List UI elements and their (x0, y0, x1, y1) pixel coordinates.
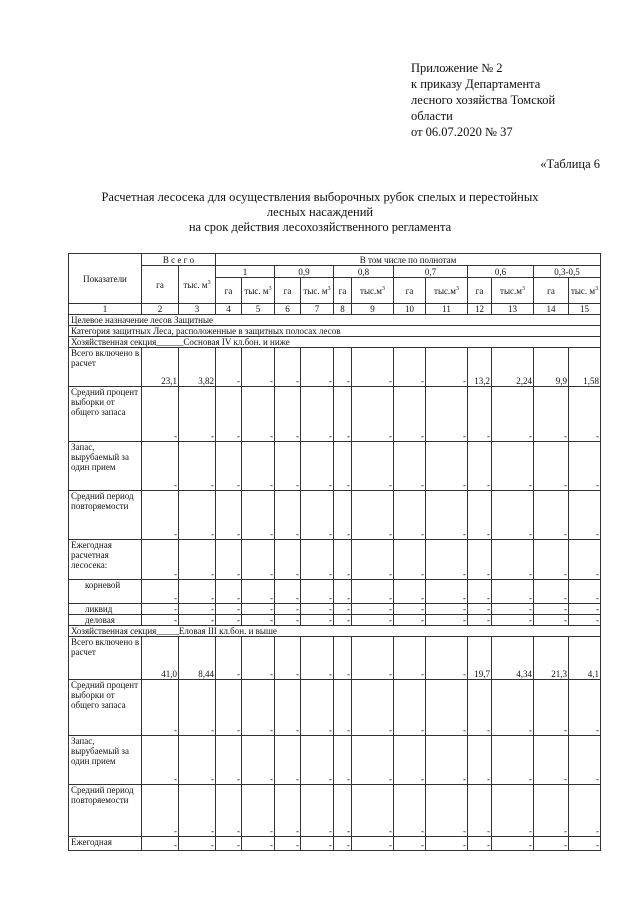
header-thous-m3: $тыс.м^3$ (492, 278, 534, 304)
table-cell: - (216, 604, 242, 615)
table-cell: - (334, 580, 352, 604)
header-density: 1 (216, 266, 275, 278)
header-thous-m3: тыс. $м^3$ (179, 266, 216, 304)
table-cell: - (352, 580, 394, 604)
table-cell: - (426, 348, 468, 387)
header-ha: га (394, 278, 426, 304)
table-cell: - (492, 442, 534, 491)
table-cell: - (468, 491, 492, 540)
section-row: Хозяйственная секция______Сосновая IV кл.бон. и ниже (69, 337, 601, 348)
table-cell: - (275, 604, 301, 615)
appendix-line: области (411, 109, 453, 123)
table-cell: - (394, 736, 426, 785)
header-density: 0,3-0,5 (534, 266, 601, 278)
table-cell: - (275, 680, 301, 736)
table-cell: - (275, 637, 301, 680)
column-numbers-row (69, 304, 601, 315)
appendix-block (411, 60, 555, 140)
column-number: 12 (468, 304, 492, 315)
table-cell: - (334, 637, 352, 680)
table-cell: - (569, 837, 601, 851)
category-row: Категория защитных Леса, расположенные в защитных полосах лесов (69, 326, 601, 337)
table-cell: - (492, 491, 534, 540)
allowable-cut-table (68, 253, 601, 851)
appendix-line: лесного хозяйства Томской (411, 93, 556, 107)
table-cell: - (426, 615, 468, 626)
table-cell: - (394, 491, 426, 540)
table-cell: - (242, 785, 275, 837)
table-cell: - (301, 785, 334, 837)
table-cell: - (569, 785, 601, 837)
table-cell: - (534, 540, 569, 580)
table-cell: - (534, 736, 569, 785)
table-cell: - (492, 736, 534, 785)
appendix-line: к приказу Департамента (411, 77, 541, 91)
table-cell: - (534, 580, 569, 604)
table-cell: - (569, 491, 601, 540)
table-cell: 19,7 (468, 637, 492, 680)
table-cell: - (534, 387, 569, 442)
table-cell: - (426, 491, 468, 540)
table-cell: - (468, 580, 492, 604)
table-cell: - (334, 615, 352, 626)
table-cell: 41,0 (142, 637, 179, 680)
table-row (69, 442, 601, 491)
table-cell: 9,9 (534, 348, 569, 387)
table-cell: - (426, 680, 468, 736)
table-row (69, 736, 601, 785)
table-cell: - (216, 615, 242, 626)
table-cell: 1,58 (569, 348, 601, 387)
table-cell: - (301, 837, 334, 851)
table-row (69, 580, 601, 604)
header-density: 0,9 (275, 266, 334, 278)
table-cell: - (242, 615, 275, 626)
table-cell: - (179, 387, 216, 442)
table-row (69, 637, 601, 680)
table-row (69, 540, 601, 580)
table-cell: - (468, 615, 492, 626)
row-label: Ежегодная (69, 837, 142, 851)
table-cell: - (301, 637, 334, 680)
table-cell: - (352, 785, 394, 837)
header-thous-m3: тыс. $м^3$ (569, 278, 601, 304)
header-ha: га (468, 278, 492, 304)
table-cell: - (492, 837, 534, 851)
table-cell: - (569, 387, 601, 442)
table-cell: - (492, 615, 534, 626)
table-cell: - (394, 348, 426, 387)
table-cell: - (352, 680, 394, 736)
table-cell: - (569, 442, 601, 491)
table-cell: - (534, 604, 569, 615)
header-ha: га (534, 278, 569, 304)
column-number: 15 (569, 304, 601, 315)
row-label: Средний процент выборки от общего запаса (69, 387, 142, 442)
table-cell: - (216, 491, 242, 540)
table-cell: - (426, 604, 468, 615)
header-thous-m3: $тыс.м^3$ (426, 278, 468, 304)
table-cell: - (426, 785, 468, 837)
table-cell: 3,82 (179, 348, 216, 387)
table-cell: - (242, 637, 275, 680)
header-density: 0,8 (334, 266, 394, 278)
column-number: 11 (426, 304, 468, 315)
table-cell: - (216, 837, 242, 851)
table-cell: - (301, 442, 334, 491)
column-number: 5 (242, 304, 275, 315)
row-label: Всего включено в расчет (69, 637, 142, 680)
table-cell: - (275, 580, 301, 604)
table-cell: - (468, 604, 492, 615)
table-cell: - (179, 615, 216, 626)
table-cell: - (142, 615, 179, 626)
table-cell: - (334, 491, 352, 540)
table-cell: - (492, 680, 534, 736)
header-ha: га (275, 278, 301, 304)
header-ha: га (216, 278, 242, 304)
table-cell: - (142, 387, 179, 442)
table-cell: - (352, 540, 394, 580)
table-cell: - (142, 837, 179, 851)
table-row (69, 604, 601, 615)
table-cell: - (142, 442, 179, 491)
table-cell: - (142, 491, 179, 540)
table-cell: - (301, 540, 334, 580)
table-body (69, 315, 601, 851)
table-cell: - (242, 348, 275, 387)
table-cell: - (569, 680, 601, 736)
table-cell: - (569, 540, 601, 580)
section-row: Хозяйственная секция_____Еловая III кл.бон. и выше (69, 626, 601, 637)
table-row (69, 387, 601, 442)
row-label: корневой (69, 580, 142, 604)
table-cell: - (394, 785, 426, 837)
table-cell: - (142, 680, 179, 736)
row-label: Средний процент выборки от общего запаса (69, 680, 142, 736)
column-number: 10 (394, 304, 426, 315)
table-row (69, 680, 601, 736)
table-cell: - (492, 580, 534, 604)
table-cell: - (394, 540, 426, 580)
table-cell: - (301, 491, 334, 540)
column-number: 14 (534, 304, 569, 315)
table-cell: - (275, 348, 301, 387)
table-cell: - (242, 387, 275, 442)
table-cell: - (352, 637, 394, 680)
table-cell: - (301, 387, 334, 442)
table-cell: - (468, 387, 492, 442)
row-label: Всего включено в расчет (69, 348, 142, 387)
table-cell: - (352, 442, 394, 491)
table-cell: - (275, 491, 301, 540)
table-row (69, 491, 601, 540)
table-cell: - (352, 736, 394, 785)
column-number: 13 (492, 304, 534, 315)
table-cell: - (216, 442, 242, 491)
table-row (69, 837, 601, 851)
table-cell: - (242, 736, 275, 785)
table-cell: - (426, 387, 468, 442)
table-cell: - (534, 615, 569, 626)
table-cell: - (394, 615, 426, 626)
table-cell: - (569, 580, 601, 604)
table-cell: 21,3 (534, 637, 569, 680)
table-cell: - (275, 442, 301, 491)
purpose-row: Целевое назначение лесов Защитные (69, 315, 601, 326)
header-ha: га (334, 278, 352, 304)
table-cell: - (179, 540, 216, 580)
row-label: Запас, вырубаемый за один прием (69, 736, 142, 785)
table-cell: - (468, 837, 492, 851)
table-cell: - (179, 604, 216, 615)
appendix-line: от 06.07.2020 № 37 (411, 125, 513, 139)
table-cell: - (352, 491, 394, 540)
table-cell: - (534, 785, 569, 837)
table-cell: - (426, 837, 468, 851)
appendix-line: Приложение № 2 (411, 61, 503, 75)
table-cell: - (468, 680, 492, 736)
table-cell: 4,1 (569, 637, 601, 680)
table-cell: - (301, 680, 334, 736)
table-cell: - (426, 540, 468, 580)
table-cell: - (301, 615, 334, 626)
table-cell: - (352, 348, 394, 387)
table-header (69, 254, 601, 315)
header-density: 0,6 (468, 266, 534, 278)
row-label: ликвид (69, 604, 142, 615)
table-cell: - (569, 615, 601, 626)
table-cell: 23,1 (142, 348, 179, 387)
table-cell: - (242, 680, 275, 736)
table-cell: - (352, 387, 394, 442)
table-cell: - (394, 680, 426, 736)
table-cell: - (301, 580, 334, 604)
table-cell: - (334, 540, 352, 580)
table-cell: - (275, 837, 301, 851)
table-cell: - (275, 387, 301, 442)
table-cell: - (492, 387, 534, 442)
title-line: на срок действия лесохозяйственного регламента (188, 220, 452, 234)
table-cell: - (426, 580, 468, 604)
table-cell: 4,34 (492, 637, 534, 680)
table-cell: - (569, 736, 601, 785)
table-cell: 8,44 (179, 637, 216, 680)
table-cell: - (394, 580, 426, 604)
table-cell: - (216, 637, 242, 680)
table-cell: - (142, 785, 179, 837)
table-cell: - (216, 580, 242, 604)
table-cell: - (352, 837, 394, 851)
row-label: Запас, вырубаемый за один прием (69, 442, 142, 491)
header-thous-m3: тыс. $м^3$ (301, 278, 334, 304)
table-cell: - (275, 785, 301, 837)
table-cell: - (179, 580, 216, 604)
title-line: Расчетная лесосека для осуществления выборочных рубок спелых и перестойных (101, 190, 539, 204)
table-cell: - (394, 637, 426, 680)
header-density: 0,7 (394, 266, 468, 278)
table-cell: - (301, 348, 334, 387)
table-cell: - (492, 785, 534, 837)
header-total: В с е г о (142, 254, 216, 266)
row-label: Средний период повторяемости (69, 491, 142, 540)
table-cell: - (468, 540, 492, 580)
table-cell: - (179, 837, 216, 851)
table-cell: - (334, 442, 352, 491)
table-cell: - (242, 604, 275, 615)
table-row (69, 615, 601, 626)
table-cell: - (394, 442, 426, 491)
table-cell: - (534, 837, 569, 851)
table-cell: - (468, 442, 492, 491)
table-cell: - (179, 680, 216, 736)
table-cell: - (142, 580, 179, 604)
table-cell: - (534, 491, 569, 540)
table-cell: - (275, 615, 301, 626)
row-label: Ежегодная расчетная лесосека: (69, 540, 142, 580)
table-cell: - (468, 785, 492, 837)
table-cell: - (334, 348, 352, 387)
row-label: Средний период повторяемости (69, 785, 142, 837)
table-cell: - (534, 442, 569, 491)
table-cell: - (216, 680, 242, 736)
row-label: деловая (69, 615, 142, 626)
table-cell: - (352, 604, 394, 615)
table-cell: - (216, 348, 242, 387)
table-cell: - (275, 736, 301, 785)
header-ha: га (142, 266, 179, 304)
table-cell: - (216, 736, 242, 785)
column-number: 6 (275, 304, 301, 315)
table-cell: - (534, 680, 569, 736)
table-cell: - (275, 540, 301, 580)
table-cell: - (179, 442, 216, 491)
table-cell: - (492, 540, 534, 580)
header-thous-m3: $тыс.м^3$ (352, 278, 394, 304)
table-cell: - (242, 837, 275, 851)
table-cell: - (426, 637, 468, 680)
table-cell: - (242, 442, 275, 491)
table-cell: - (179, 736, 216, 785)
table-cell: 2,24 (492, 348, 534, 387)
table-cell: 13,2 (468, 348, 492, 387)
column-number: 3 (179, 304, 216, 315)
header-of-which: В том числе по полнотам (216, 254, 601, 266)
table-cell: - (352, 615, 394, 626)
column-number: 1 (69, 304, 142, 315)
table-cell: - (426, 736, 468, 785)
table-cell: - (334, 837, 352, 851)
column-number: 9 (352, 304, 394, 315)
table-cell: - (301, 604, 334, 615)
table-cell: - (569, 604, 601, 615)
table-cell: - (334, 604, 352, 615)
column-number: 8 (334, 304, 352, 315)
table-row (69, 348, 601, 387)
column-number: 4 (216, 304, 242, 315)
table-cell: - (216, 387, 242, 442)
table-cell: - (179, 491, 216, 540)
table-cell: - (242, 580, 275, 604)
table-cell: - (468, 736, 492, 785)
table-cell: - (394, 837, 426, 851)
table-cell: - (216, 540, 242, 580)
header-indicators: Показатели (69, 254, 142, 304)
table-row (69, 785, 601, 837)
column-number: 2 (142, 304, 179, 315)
table-cell: - (492, 604, 534, 615)
table-cell: - (394, 604, 426, 615)
table-cell: - (179, 785, 216, 837)
table-number: «Таблица 6 (540, 157, 600, 171)
table-cell: - (334, 785, 352, 837)
column-number: 7 (301, 304, 334, 315)
table-cell: - (142, 604, 179, 615)
title-line: лесных насаждений (266, 205, 374, 219)
table-cell: - (142, 540, 179, 580)
table-cell: - (394, 387, 426, 442)
header-thous-m3: тыс. $м^3$ (242, 278, 275, 304)
table-cell: - (242, 540, 275, 580)
table-cell: - (301, 736, 334, 785)
table-cell: - (142, 736, 179, 785)
table-cell: - (242, 491, 275, 540)
table-cell: - (334, 387, 352, 442)
table-cell: - (216, 785, 242, 837)
table-cell: - (334, 736, 352, 785)
table-cell: - (334, 680, 352, 736)
document-title (40, 190, 600, 235)
table-cell: - (426, 442, 468, 491)
